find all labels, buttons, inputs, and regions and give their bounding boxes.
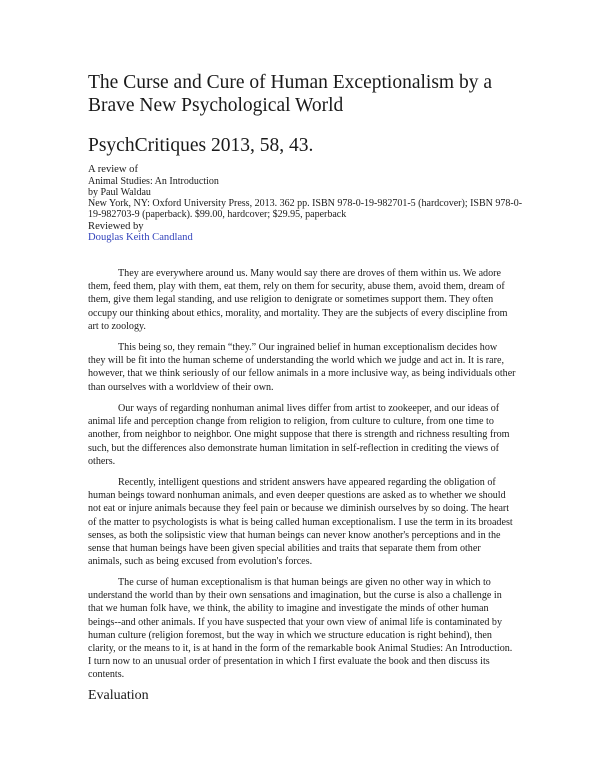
article-title: The Curse and Cure of Human Exceptionalism by a Brave New Psychological World	[88, 72, 492, 116]
reviewed-by-label: Reviewed by	[88, 220, 144, 232]
journal-citation: PsychCritiques 2013, 58, 43.	[88, 135, 314, 156]
publication-details: New York, NY: Oxford University Press, 2013. 362 pp. ISBN 978-0-19-982701-5 (hardcover); ISBN 978-0-19-982703-9 (paperback). $99.00, hardcover; $29.95, paperback	[88, 198, 523, 221]
body-paragraph-4: Recently, intelligent questions and strident answers have appeared regarding the obligation of human beings toward nonhuman animals, and even deeper questions are asked as to whether we should not eat or injure animals because they feel pain or because we diminish ourselves by so doing. The heart of the matter to psychologists is what is being called human exceptionalism. I use the term in its broadest senses, as both the solipsistic view that human beings can never know another's perceptions and in the sense that human beings have been given special abilities and traits that separate them from other animals, such as being excused from evolution's forces.	[88, 477, 513, 568]
body-paragraph-5: The curse of human exceptionalism is that human beings are given no other way in which to understand the world than by their own sensations and imagination, but the curse is also a challenge in that we human folk have, we think, the ability to imagine and investigate the minds of other human beings--and other animals. If you have suspected that your own view of animal life is contaminated by human culture (religion foremost, but the way in which we structure education is right behind), then clarity, or the means to it, is at hand in the form of the remarkable book Animal Studies: An Introduction. I turn now to an unusual order of presentation in which I first evaluate the book and then discuss its contents.	[88, 577, 513, 681]
reviewer-link[interactable]: Douglas Keith Candland	[88, 232, 193, 244]
body-paragraph-3: Our ways of regarding nonhuman animal lives differ from artist to zookeeper, and our ideas of animal life and perception change from religion to religion, from culture to culture, from one time to another, from neighbor to neighbor. One might suppose that there is strength and richness resulting from such, but the differences also demonstrate human limitation in self-reflection in crediting the views of others.	[88, 403, 510, 467]
body-paragraph-2: This being so, they remain “they.” Our ingrained belief in human exceptionalism decides how they will be fit into the human scheme of understanding the world which we judge and act in. It is rare, however, that we think seriously of our fellow animals in a more inclusive way, as being individuals other than ourselves with a worldview of their own.	[88, 342, 516, 393]
review-metadata	[88, 164, 528, 244]
section-heading-evaluation: Evaluation	[88, 688, 149, 703]
review-intro: A review of	[88, 164, 139, 175]
book-title: Animal Studies: An Introduction	[88, 175, 219, 187]
body-paragraph-1: They are everywhere around us. Many would say there are droves of them within us. We adore them, feed them, play with them, eat them, rely on them for security, abuse them, avoid them, dream of them, give them legal standing, and use religion to denigrate or sometimes support them. They often occupy our thinking about ethics, morality, and mortality. They are the subjects of every discipline from art to zoology.	[88, 268, 508, 332]
book-author: by Paul Waldau	[88, 186, 151, 198]
